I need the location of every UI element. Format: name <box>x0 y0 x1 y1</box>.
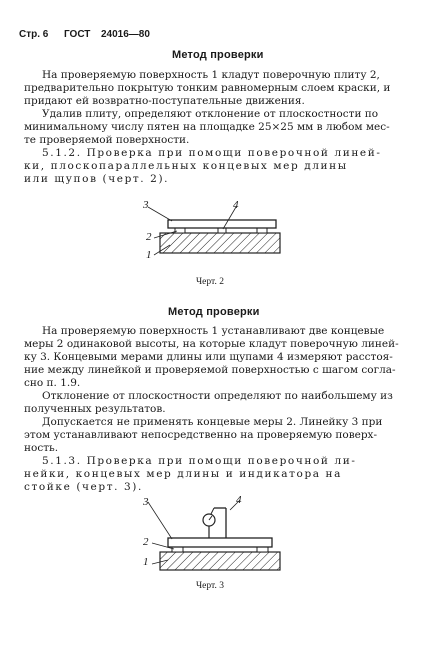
figure-2-label-4: 4 <box>233 199 239 211</box>
text-line: На проверяемую поверхность 1 кладут поверочную плиту 2, <box>42 69 380 81</box>
figure-2-caption: Черт. 2 <box>196 277 224 287</box>
section-heading-2: Метод проверки <box>168 306 260 318</box>
text-line: предварительно покрытую тонким равномерным слоем краски, и <box>24 82 391 94</box>
figure-3-label-4: 4 <box>236 494 242 506</box>
text-line: На проверяемую поверхность 1 устанавливают две концевые <box>42 325 385 337</box>
text-line: меры 2 одинаковой высоты, на которые кладут поверочную линей- <box>24 338 399 350</box>
text-line: Отклонение от плоскостности определяют по наибольшему из <box>42 390 393 402</box>
text-line: ку 3. Концевыми мерами длины или щупами 4 измеряют расстоя- <box>24 351 393 363</box>
figure-3-label-2: 2 <box>143 536 149 548</box>
text-line: нейки, концевых мер длины и индикатора на <box>24 468 343 480</box>
section-heading-1: Метод проверки <box>172 49 264 61</box>
figure-3-caption: Черт. 3 <box>196 581 224 591</box>
text-line: ние между линейкой и проверяемой поверхностью с шагом согла- <box>24 364 396 376</box>
text-line: придают ей возвратно-поступательные движения. <box>24 95 305 107</box>
page-number: Стр. 6 <box>19 29 49 40</box>
figure-2-label-3: 3 <box>143 199 149 211</box>
text-line: Удалив плиту, определяют отклонение от плоскостности по <box>42 108 379 120</box>
figure-2-label-1: 1 <box>146 249 152 261</box>
text-line: 5.1.2. Проверка при помощи поверочной линей- <box>42 147 382 159</box>
text-line: минимальному числу пятен на площадке 25×25 мм в любом мес- <box>24 121 390 133</box>
text-line: этом устанавливают непосредственно на проверяемую поверх- <box>24 429 378 441</box>
text-line: сно п. 1.9. <box>24 377 81 389</box>
standard-label: ГОСТ <box>64 29 91 40</box>
text-line: Допускается не применять концевые меры 2. Линейку 3 при <box>42 416 383 428</box>
figure-3-label-3: 3 <box>143 496 149 508</box>
standard-number: 24016—80 <box>101 29 150 40</box>
text-line: ность. <box>24 442 59 454</box>
text-line: или щупов (черт. 2). <box>24 173 170 185</box>
figure-2-label-2: 2 <box>146 231 152 243</box>
text-line: стойке (черт. 3). <box>24 481 143 493</box>
text-line: 5.1.3. Проверка при помощи поверочной ли- <box>42 455 357 467</box>
text-line: полученных результатов. <box>24 403 166 415</box>
figure-3-drawing <box>0 490 442 590</box>
text-line: те проверяемой поверхности. <box>24 134 190 146</box>
figure-3-label-1: 1 <box>143 556 149 568</box>
figure-2-drawing <box>0 195 442 275</box>
text-line: ки, плоскопараллельных концевых мер длины <box>24 160 348 172</box>
